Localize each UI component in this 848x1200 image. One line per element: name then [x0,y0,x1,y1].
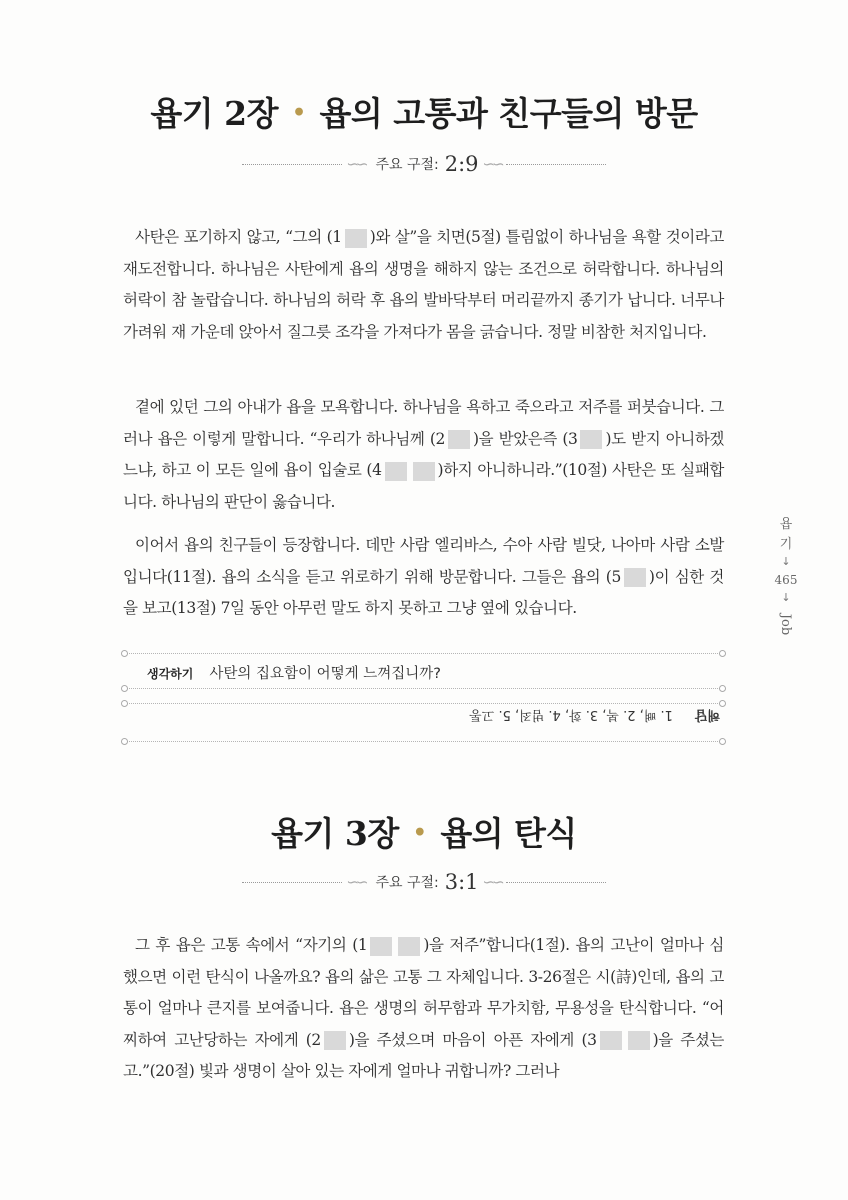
think-question: 사탄의 집요함이 어떻게 느껴집니까? [209,666,442,682]
chapter-3-title [0,808,848,855]
think-box [147,662,441,683]
text-run: )을 주셨는고.”(20절) 빛과 생명이 살아 있는 자에게 얼마나 귀합니까? 그러나 [123,1030,724,1080]
ornament-swirl-right: ∽∽ [482,155,502,173]
text-run: 사탄은 포기하지 않고, “그의 (1 [135,228,342,246]
ornament-line-right [506,882,606,883]
chapter-3-paragraph-1 [123,930,724,1088]
ornament-swirl-left: ∽∽ [346,155,366,173]
title-separator-dot: • [291,100,306,126]
fill-blank-4a [385,462,407,481]
text-run: )하지 아니하니라.”(10절) 사탄은 또 실패합니다. 하나님의 판단이 옳습니다. [123,461,724,511]
ornament-swirl-right: ∽∽ [482,873,502,891]
chapter-2-paragraph-1 [123,222,724,348]
fill-blank-3b [628,1031,650,1050]
key-verse-label: 주요 구절: [375,875,439,891]
fill-blank-1b [398,937,420,956]
side-book-en: Job [778,613,794,636]
divider-middle [127,688,720,689]
title-separator-dot: • [412,820,427,846]
ornament-line-left [242,882,342,883]
chapter-3-number: 욥기 3장 [271,814,399,853]
fill-blank-4b [413,462,435,481]
fill-blank-2 [448,430,470,449]
fill-blank-1a [370,937,392,956]
key-verse-label: 주요 구절: [375,157,439,173]
chapter-2-paragraph-3 [123,530,724,625]
arrow-down-icon: ↓ [781,555,791,568]
fill-blank-1 [345,229,367,248]
key-verse-ref: 2:9 [444,152,479,176]
key-verse-ref: 3:1 [444,870,479,894]
ornament-line-left [242,164,342,165]
chapter-2-number: 욥기 2장 [150,94,278,133]
divider-answer-top [127,703,720,704]
text-run: )을 받았은즉 (3 [473,429,578,448]
text-run: )도 받지 아니하겠느냐, 하고 이 모든 일에 욥이 입술로 (4 [123,429,724,479]
side-book-ko-2: 기 [779,537,793,552]
text-run: )이 심한 것을 보고(13절) 7일 동안 아무런 말도 하지 못하고 그냥 옆에 있습니다. [123,567,724,617]
ornament-swirl-left: ∽∽ [346,873,366,891]
answer-key-upside-down [400,707,720,726]
page-number: 465 [774,573,798,587]
text-run: )을 저주”합니다(1절). 욥의 고난이 얼마나 심했으면 이런 탄식이 나올까요? 욥의 삶은 고통 그 자체입니다. 3-26절은 시(詩)인데, 욥의 고통이 얼마나 큰지를 보여줍니다. 욥은 생명의 허무함과 무가치함, 무용성을 탄식합니다. “어찌하여 고난당하는 자에게 (2 [123,936,724,1049]
answer-text: 1. 뼈, 2. 복, 3. 화, 4. 범죄, 5. 고통 [469,707,673,722]
side-book-ko-1: 욥 [779,517,793,532]
divider-top [127,653,720,654]
fill-blank-5 [624,568,646,587]
fill-blank-3a [600,1031,622,1050]
text-run: 이어서 욥의 친구들이 등장합니다. 데만 사람 엘리바스, 수아 사람 빌닷, 나아마 사람 소발입니다(11절). 욥의 소식을 듣고 위로하기 위해 방문합니다. 그들은 욥의 (5 [123,536,724,586]
chapter-2-subtitle: 욥의 고통과 친구들의 방문 [319,94,698,133]
chapter-2-key-verse [0,152,848,176]
text-run: )와 살”을 치면(5절) 틀림없이 하나님을 욕할 것이라고 재도전합니다. 하나님은 사탄에게 욥의 생명을 해하지 않는 조건으로 허락합니다. 하나님의 허락이 참 놀랍습니다. 하나님의 허락 후 욥의 발바닥부터 머리끝까지 종기가 납니다. 너무나 가려워 재 가운데 앉아서 질그릇 조각을 가져다가 몸을 긁습니다. 정말 비참한 처지입니다. [123,228,724,341]
arrow-down-icon: ↓ [781,591,791,604]
side-tab [768,515,804,636]
fill-blank-3 [580,430,602,449]
text-run: 그 후 욥은 고통 속에서 “자기의 (1 [135,936,368,954]
think-label: 생각하기 [147,667,194,681]
chapter-2-title [0,88,848,135]
chapter-3-subtitle: 욥의 탄식 [440,814,577,853]
text-run: 곁에 있던 그의 아내가 욥을 모욕합니다. 하나님을 욕하고 죽으라고 저주를 퍼붓습니다. 그러나 욥은 이렇게 말합니다. “우리가 하나님께 (2 [123,398,724,448]
divider-bottom [127,741,720,742]
fill-blank-2 [324,1031,346,1050]
text-run: )을 주셨으며 마음이 아픈 자에게 (3 [348,1030,597,1049]
chapter-3-key-verse [0,870,848,894]
ornament-line-right [506,164,606,165]
answer-label: 해답 [694,707,720,722]
chapter-2-paragraph-2 [123,392,724,518]
